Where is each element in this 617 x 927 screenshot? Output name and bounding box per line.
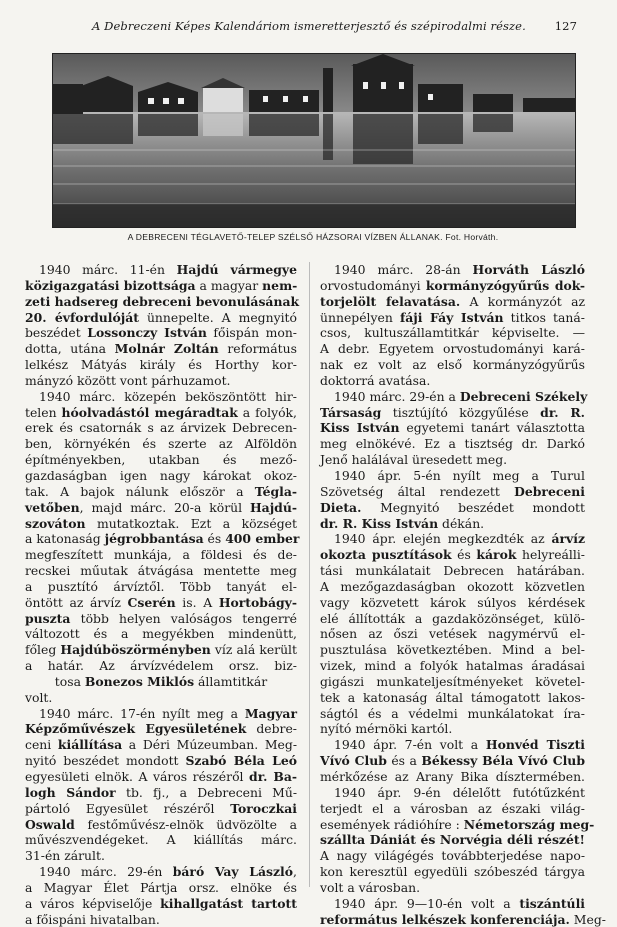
right-column-text-line: terjedt el a városban az északi világ-	[320, 800, 585, 816]
left-column-text-line: tak. A bajok nálunk először a Tégla-	[25, 483, 297, 499]
right-column-text-line: 1940 ápr. 7-én volt a Honvéd Tiszti	[334, 737, 585, 753]
left-column-text-line: 1940 márc. közepén beköszöntött hir-	[39, 388, 297, 404]
left-column-text-line: a főispáni hivatalban.	[25, 911, 160, 927]
photo-caption: A DEBRECENI TÉGLAVETŐ-TELEP SZÉLSŐ HÁZSORAI VÍZBEN ÁLLANAK. Fot. Horváth.	[127, 232, 499, 242]
left-column-text-line: puszta több helyen valóságos tengerré	[25, 610, 297, 626]
right-column-text-line: Dieta. Megnyitó beszédet mondott	[320, 499, 585, 515]
right-column-text-line: meg elnökévé. Ez a tisztség dr. Darkó	[320, 436, 585, 452]
left-column-text-line: főleg Hajdúböszörményben víz alá került	[25, 642, 298, 658]
right-column-text-line: torjelölt felavatása. A kormányzót az	[320, 293, 585, 309]
right-column-text-line: 1940 ápr. 5-én nyílt meg a Turul	[334, 467, 585, 483]
right-column-text-line: A mezőgazdaságban okozott közvetlen	[320, 578, 585, 594]
right-column-text-line: szállta Dániát és Norvégia déli részét!	[320, 832, 585, 848]
right-column	[320, 262, 606, 927]
left-column-text-line: a város képviselője kihallgatást tartott	[25, 895, 298, 911]
right-column-text-line: okozta pusztítások és károk helyreálli-	[320, 547, 585, 563]
left-column-text-line: lelkész Mátyás király és Horthy kor-	[25, 357, 297, 373]
left-column-text-line: egyesületi elnök. A város részéről dr. Ba-	[25, 769, 297, 784]
right-column-text-line: nak ez volt az első kormányzógyűrűs	[320, 357, 585, 373]
left-column-text-line: nyitó beszédet mondott Szabó Béla Leó	[25, 753, 297, 769]
left-column-text-line: zeti hadsereg debreceni bevonulásának	[25, 293, 300, 309]
left-column-text-line: gazdaságban igen nagy károkat okoz-	[25, 467, 297, 483]
right-column-text-line: Kiss István egyetemi tanárt választotta	[320, 420, 585, 436]
left-column-text-line: ceni kiállítása a Déri Múzeumban. Meg-	[25, 737, 297, 753]
right-column-text-line: Vívó Club és a Békessy Béla Vívó Club	[320, 753, 585, 769]
right-column-text-line: ünnepélyen fáji Fáy István titkos taná-	[320, 309, 585, 325]
right-column-text-line: doktorrá avatása.	[320, 372, 431, 388]
right-column-text-line: gigászi munkateljesítményeket követel-	[320, 673, 585, 689]
left-column-text-line: művészvendégeket. A kiállítás márc.	[25, 832, 297, 848]
left-column-text-line: a határ. Az árvízvédelem orsz. biz-	[25, 658, 297, 674]
column-divider	[309, 262, 310, 887]
right-column-text-line: Szövetség által rendezett Debreceni	[320, 483, 585, 499]
left-column-text-line: volt.	[25, 689, 53, 705]
left-column-text-line: a pusztító árvíztől. Több tanyát el-	[25, 578, 297, 594]
right-column-text-line: kon keresztül egyedüli szóbeszéd tárgya	[320, 864, 585, 880]
right-column-text-line: Társaság tisztújító közgyűlése dr. R.	[320, 404, 585, 420]
right-column-text-line: 1940 márc. 29-én a Debreceni Székely	[334, 388, 588, 404]
left-column-text-line: 31-én zárult.	[25, 848, 105, 864]
right-column-text-line: mérkőzése az Arany Bika dísztermében.	[320, 769, 585, 784]
right-column-text-line: vizek, mind a folyók hatalmas áradásai	[320, 658, 585, 674]
left-column	[25, 262, 300, 927]
right-column-text-line: elé állították a gazdaközönséget, külö-	[320, 610, 585, 626]
left-column-text-line: pártoló Egyesület részéről Toroczkai	[25, 800, 297, 816]
left-column-text-line: Oswald festőművész-elnök üdvözölte a	[25, 816, 297, 832]
right-column-text-line: csos, kultuszállamtitkár képviselte. —	[320, 325, 585, 341]
right-column-text-line: 1940 ápr. 9-én délelőtt futótűzként	[334, 784, 585, 800]
left-column-text-line: 1940 márc. 29-én báró Vay László,	[39, 864, 297, 880]
page-number: 127	[554, 19, 577, 33]
right-column-text-line: 1940 márc. 28-án Horváth László	[334, 262, 586, 277]
left-column-text-line: megfeszített munkája, a földesi és de-	[25, 547, 297, 563]
right-column-text-line: ságtól és a védelmi munkálatokat íra-	[320, 705, 585, 721]
right-column-text-line: A nagy világégés továbbterjedése napo-	[320, 848, 585, 864]
left-column-text-line: Képzőművészek Egyesületének debre-	[25, 721, 297, 737]
left-column-text-line: ben, környékén és szerte az Alföldön	[25, 436, 297, 452]
left-column-text-line: logh Sándor tb. fj., a Debreceni Mű-	[25, 784, 298, 800]
left-column-text-line: változott és a megyékben mindenütt,	[25, 626, 297, 642]
flood-photo	[52, 53, 576, 228]
right-column-text-line: dr. R. Kiss István dékán.	[320, 515, 485, 531]
right-column-text-line: vagy közvetett károk súlyos kérdések	[320, 594, 585, 610]
right-column-text-line: események rádióhíre : Németország meg-	[320, 816, 595, 832]
left-column-text-line: erek és csatornák s az árvizek Debrecen-	[25, 420, 297, 436]
left-column-text-line: szováton mutatkoztak. Ezt a községet	[25, 515, 297, 531]
running-title: A Debreczeni Képes Kalendáriom ismeretterjesztő és szépirodalmi része.	[92, 19, 526, 33]
left-column-text-line: vetőben, majd márc. 20-a körül Hajdú-	[25, 499, 297, 515]
left-column-text-line: 1940 márc. 17-én nyílt meg a Magyar	[39, 705, 297, 721]
left-column-text-line: dotta, utána Molnár Zoltán református	[25, 341, 297, 357]
left-column-text-line: a katonaság jégrobbantása és 400 ember	[25, 531, 300, 547]
right-column-text-line: Jenő halálával üresedett meg.	[320, 452, 508, 468]
right-column-text-line: 1940 ápr. elején megkezdték az árvíz	[334, 531, 585, 547]
left-column-text-line: közigazgatási bizottsága a magyar nem-	[25, 277, 298, 293]
right-column-text-line: nyító mérnöki kartól.	[320, 721, 453, 737]
right-column-text-line: tási munkálatait Debrecen határában.	[320, 563, 585, 579]
left-column-text-line: mányzó között vont párhuzamot.	[25, 372, 231, 388]
left-column-text-line: tosa Bonezos Miklós államtitkár	[54, 673, 268, 689]
right-column-text-line: 1940 ápr. 9—10-én volt a tiszántúli	[334, 895, 585, 911]
left-column-text-line: telen hóolvadástól megáradtak a folyók,	[25, 404, 297, 420]
left-column-text-line: 20. évfordulóját ünnepelte. A megnyitó	[25, 309, 297, 325]
right-column-text-line: református lelkészek konferenciája. Meg-	[320, 911, 606, 927]
right-column-text-line: volt a városban.	[320, 879, 421, 895]
right-column-text-line: pusztulása következtében. Mind a bel-	[320, 642, 585, 658]
left-column-text-line: építményekben, utakban és mező-	[25, 452, 297, 468]
left-column-text-line: recskei műutak átvágása mentette meg	[25, 563, 297, 579]
right-column-text-line: tek a katonaság által támogatott lakos-	[320, 689, 585, 705]
left-column-text-line: a Magyar Élet Pártja orsz. elnöke és	[25, 879, 297, 895]
left-column-text-line: 1940 márc. 11-én Hajdú vármegye	[39, 262, 297, 277]
left-column-text-line: beszédet Lossonczy István főispán mon-	[25, 325, 297, 341]
right-column-text-line: A debr. Egyetem orvostudományi kará-	[320, 341, 585, 357]
left-column-text-line: öntött az árvíz Cserén is. A Hortobágy-	[25, 594, 297, 610]
right-column-text-line: orvostudományi kormányzógyűrűs dok-	[320, 277, 585, 293]
right-column-text-line: nősen az őszi vetések nagymérvű el-	[320, 626, 585, 642]
